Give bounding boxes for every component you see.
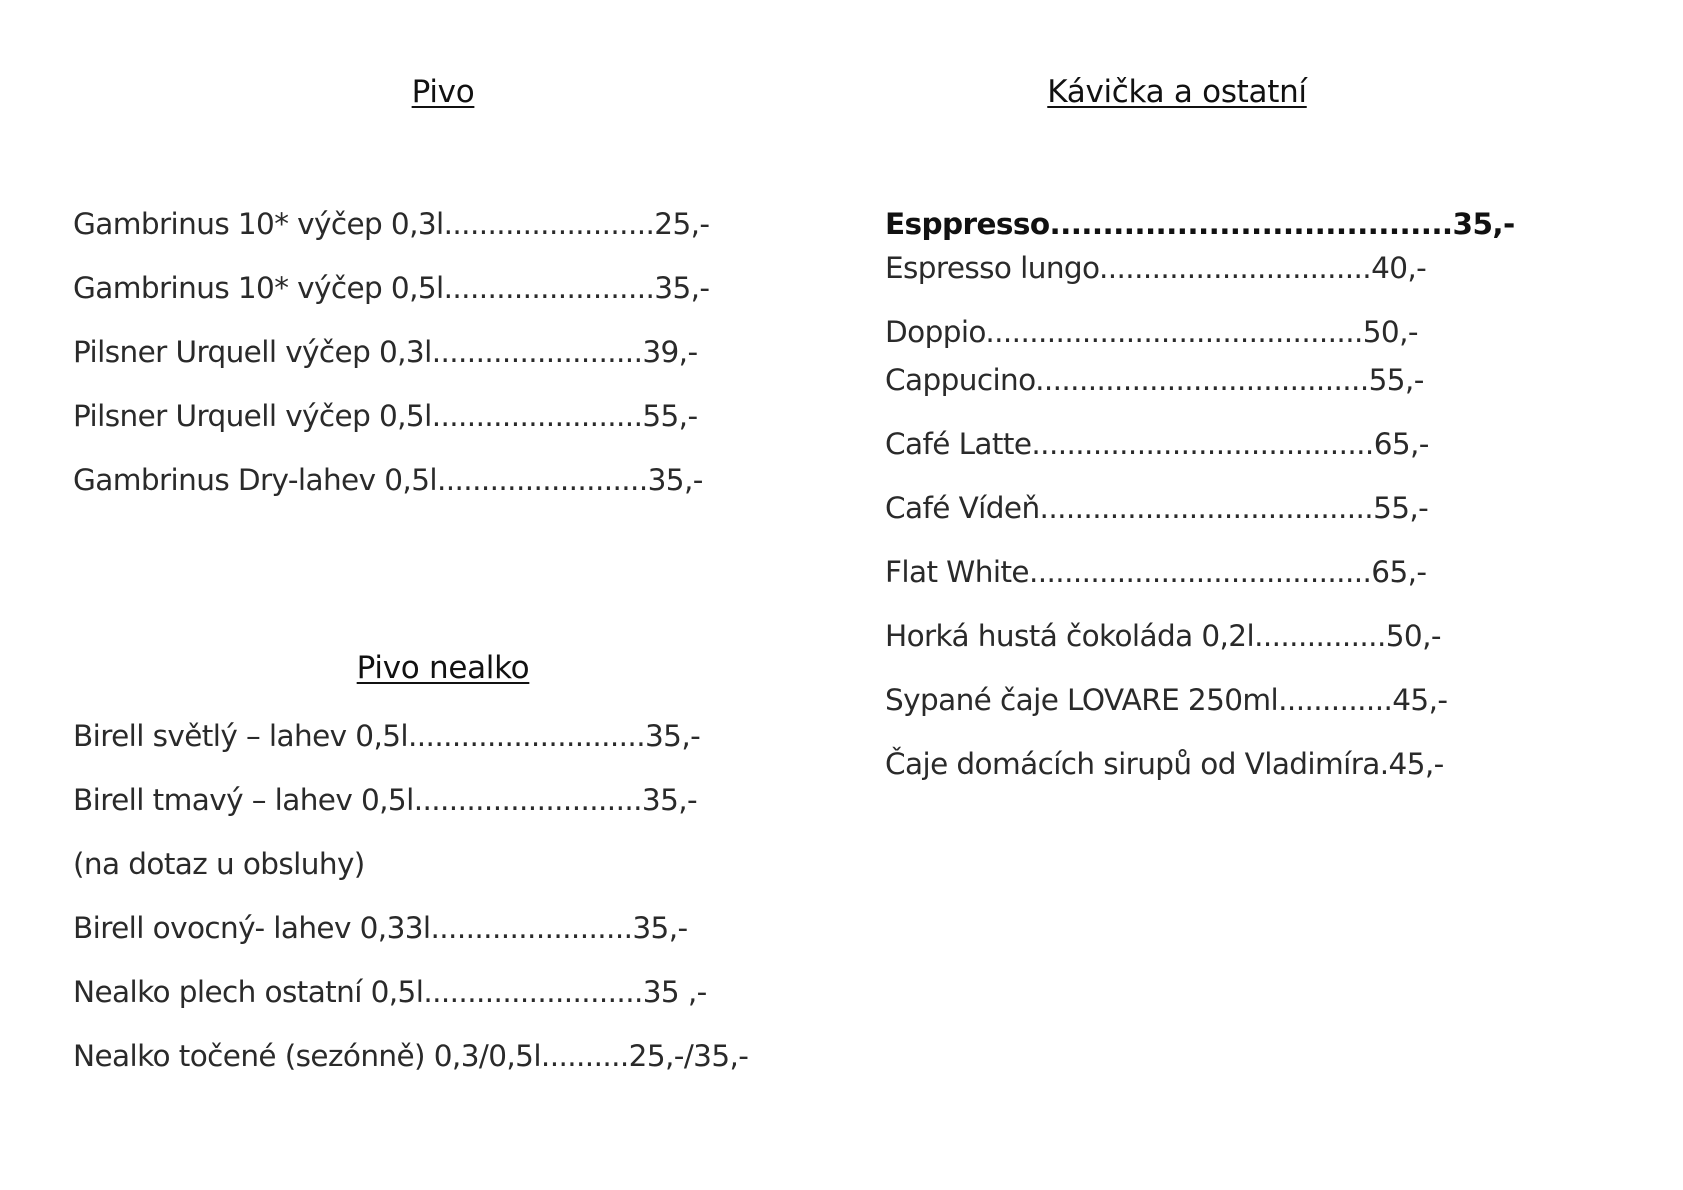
menu-item-kava: Espresso lungo...............................40,- — [885, 251, 1427, 285]
menu-item-nealko: Birell tmavý – lahev 0,5l..........................35,- — [73, 783, 698, 817]
menu-item-pivo: Gambrinus 10* výčep 0,5l........................35,- — [73, 271, 710, 305]
section-title-kavicka: Kávička a ostatní — [1047, 74, 1307, 110]
menu-item-nealko: Birell ovocný- lahev 0,33l.......................35,- — [73, 911, 688, 945]
menu-item-nealko: Nealko točené (sezónně) 0,3/0,5l..........25,-/35,- — [73, 1039, 749, 1073]
menu-item-kava: Horká hustá čokoláda 0,2l...............50,- — [885, 619, 1441, 653]
menu-item-kava: Café Vídeň......................................55,- — [885, 491, 1429, 525]
menu-item-kava: Čaje domácích sirupů od Vladimíra.45,- — [885, 747, 1444, 781]
menu-item-kava: Sypané čaje LOVARE 250ml.............45,- — [885, 683, 1448, 717]
menu-item-kava: Cappucino......................................55,- — [885, 363, 1424, 397]
menu-item-pivo: Pilsner Urquell výčep 0,3l........................39,- — [73, 335, 698, 369]
menu-item-kava: Flat White.......................................65,- — [885, 555, 1427, 589]
menu-item-pivo: Pilsner Urquell výčep 0,5l........................55,- — [73, 399, 698, 433]
section-title-pivo: Pivo — [411, 74, 475, 110]
menu-item-pivo: Gambrinus Dry-lahev 0,5l........................35,- — [73, 463, 703, 497]
menu-item-nealko: Birell světlý – lahev 0,5l...........................35,- — [73, 719, 701, 753]
menu-item-nealko: Nealko plech ostatní 0,5l.........................35 ,- — [73, 975, 707, 1009]
menu-item-kava: Esppresso......................................35,- — [885, 207, 1515, 241]
menu-note: (na dotaz u obsluhy) — [73, 847, 365, 881]
menu-item-kava: Doppio...........................................50,- — [885, 315, 1418, 349]
section-title-pivo-nealko: Pivo nealko — [356, 650, 530, 686]
menu-item-pivo: Gambrinus 10* výčep 0,3l........................25,- — [73, 207, 710, 241]
menu-item-kava: Café Latte.......................................65,- — [885, 427, 1429, 461]
